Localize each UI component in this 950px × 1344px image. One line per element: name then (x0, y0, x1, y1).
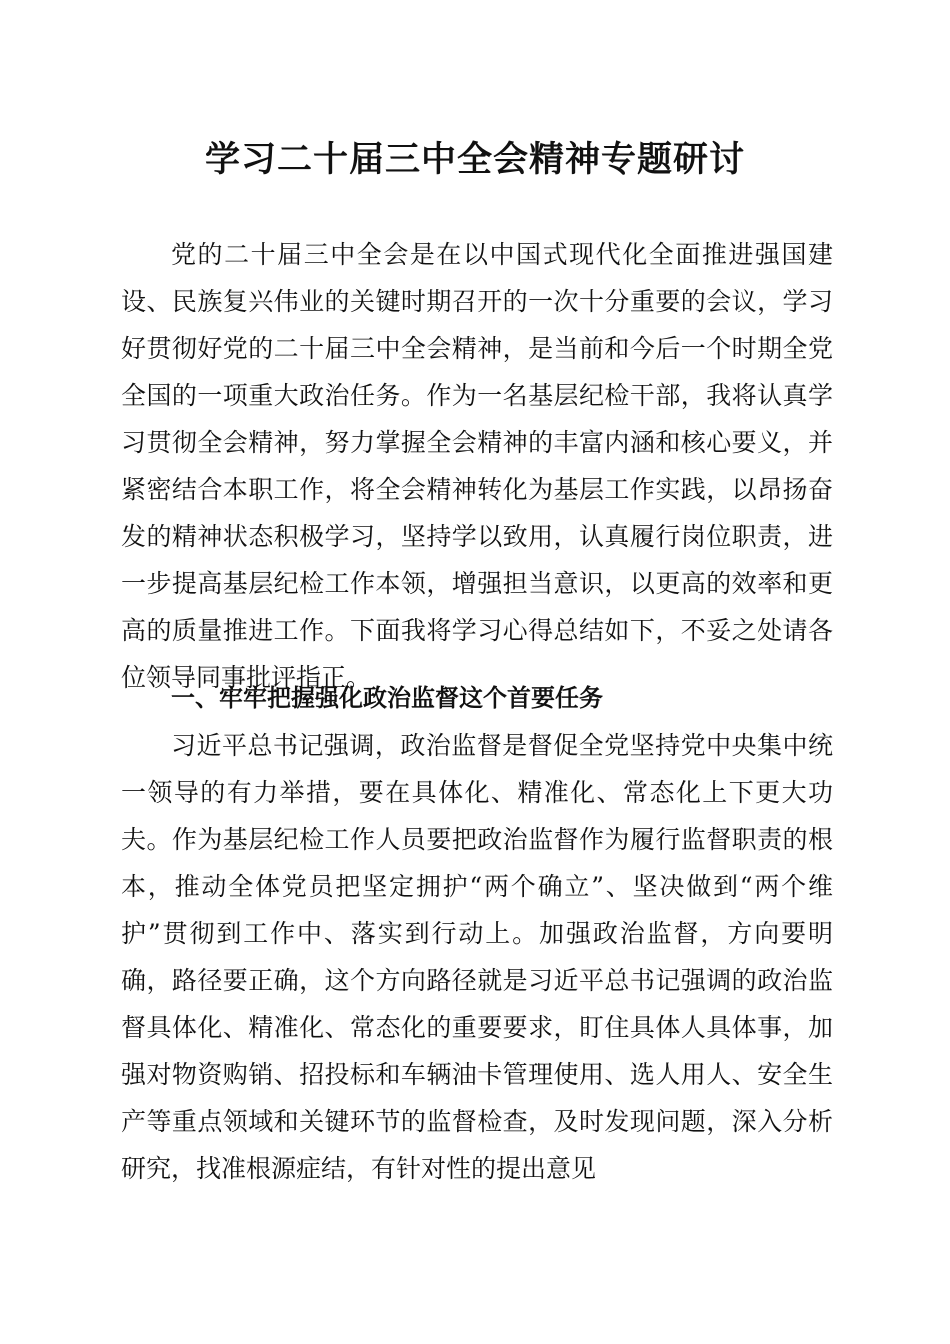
section-paragraph: 习近平总书记强调，政治监督是督促全党坚持党中央集中统一领导的有力举措，要在具体化、精准化、常态化上下更大功夫。作为基层纪检工作人员要把政治监督作为履行监督职责的根本，推动全体党员把坚定拥护“两个确立”、坚决做到“两个维护”贯彻到工作中、落实到行动上。加强政治监督，方向要明确，路径要正确，这个方向路径就是习近平总书记强调的政治监督具体化、精准化、常态化的重要要求，盯住具体人具体事，加强对物资购销、招投标和车辆油卡管理使用、选人用人、安全生产等重点领域和关键环节的监督检查，及时发现问题，深入分析研究，找准根源症结，有针对性的提出意见 (121, 731, 833, 1183)
intro-paragraph: 党的二十届三中全会是在以中国式现代化全面推进强国建设、民族复兴伟业的关键时期召开的一次十分重要的会议，学习好贯彻好党的二十届三中全会精神，是当前和今后一个时期全党全国的一项重大政治任务。作为一名基层纪检干部，我将认真学习贯彻全会精神，努力掌握全会精神的丰富内涵和核心要义，并紧密结合本职工作，将全会精神转化为基层工作实践，以昂扬奋发的精神状态积极学习，坚持学以致用，认真履行岗位职责，进一步提高基层纪检工作本领，增强担当意识，以更高的效率和更高的质量推进工作。下面我将学习心得总结如下，不妥之处请各位领导同事批评指正。 (121, 240, 833, 692)
document-title: 学习二十届三中全会精神专题研讨 (204, 139, 745, 180)
section-heading: 一、牢牢把握强化政治监督这个首要任务 (171, 684, 603, 712)
